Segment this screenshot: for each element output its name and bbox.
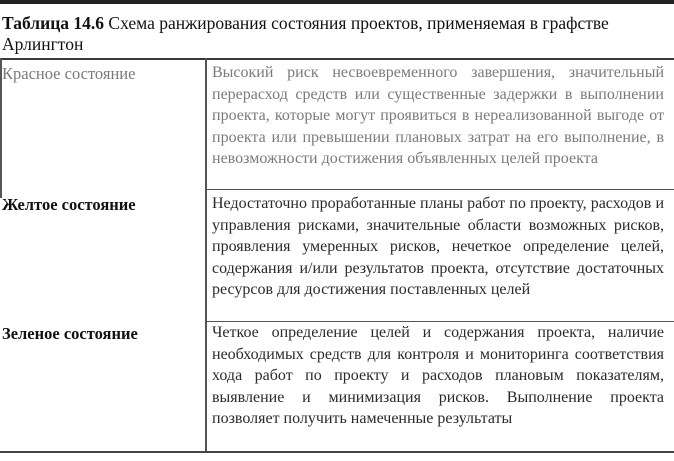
top-rule [0,0,674,4]
ranking-table [0,58,674,461]
table-caption [2,13,670,55]
row-divider-1 [205,189,674,190]
state-red-label: Красное состояние [2,64,136,83]
table-top-border [0,58,674,60]
state-yellow-label: Желтое состояние [2,195,136,214]
state-yellow-description: Недостаточно проработанные планы работ по проекту, расходов и управления рисками, значительные области возможных рисков, проявления умеренных рисков, нечеткое определение целей, содержания и/или результатов проекта, отсутствие достаточных ресурсов для достижения поставленных целей [212,195,664,299]
table-bottom-border [0,451,674,453]
table-number: Таблица 14.6 [2,13,105,33]
column-divider [205,58,207,451]
state-green-label: Зеленое состояние [2,324,138,343]
table-title: Схема ранжирования состояния проектов, применяемая в графстве Арлингтон [2,13,609,54]
state-green-description: Четкое определение целей и содержания проекта, наличие необходимых средств для контроля и мониторинга соответствия хода работ по проекту и расходов плановым показателям, выявление и минимизация рисков. Выполнение проекта позволяет получить намеченные результаты [212,324,664,428]
state-red-description: Высокий риск несвоевременного завершения, значительный перерасход средств или существенные задержки в выполнении проекта, которые могут проявиться в нереализованной выгоде от проекта или превышении плановых затрат на его выполнение, в невозможности достижения объявленных целей проекта [212,64,664,168]
